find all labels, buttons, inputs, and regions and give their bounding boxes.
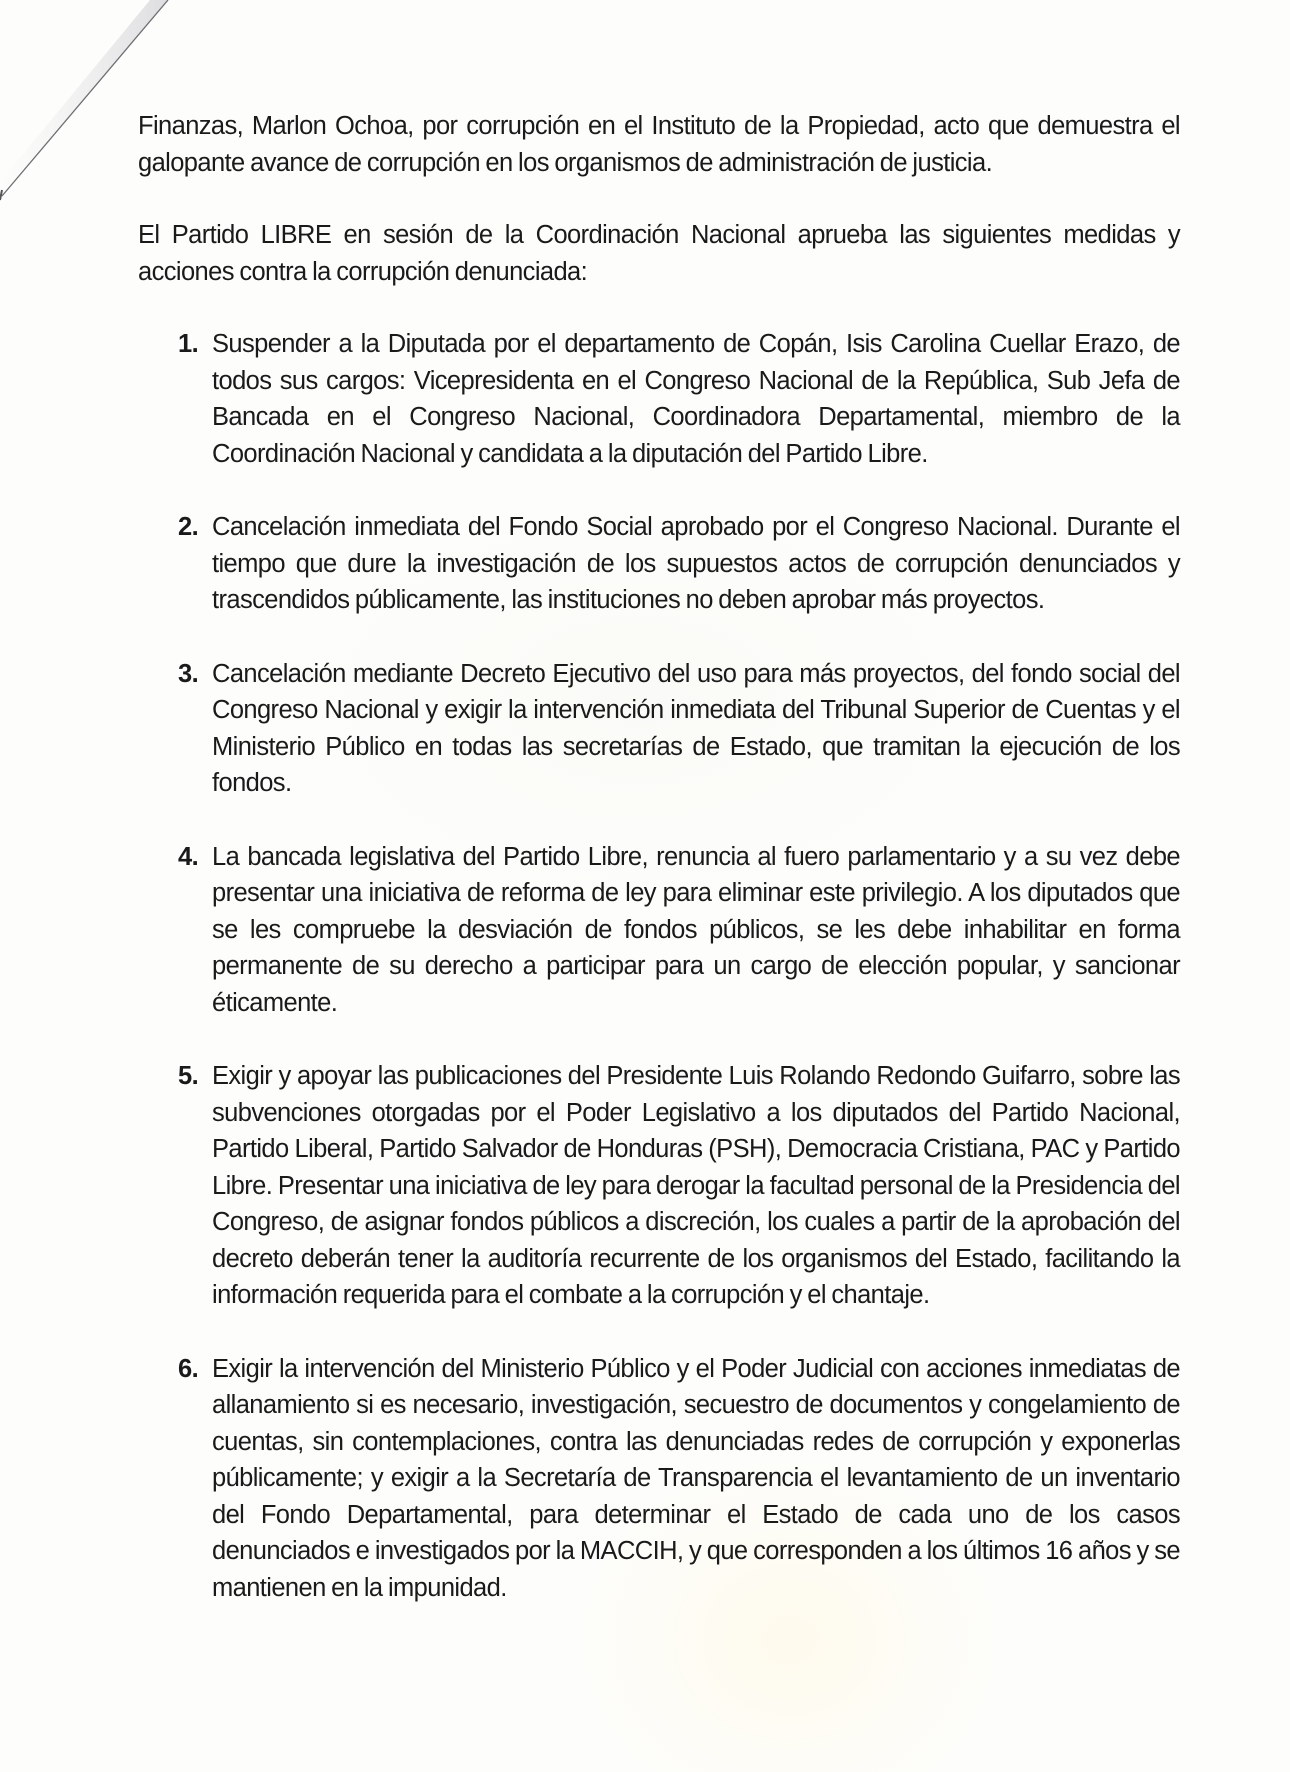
measure-number: 5. bbox=[178, 1062, 199, 1090]
measure-number: 4. bbox=[178, 842, 199, 871]
measure-item bbox=[138, 656, 1180, 802]
measure-item bbox=[138, 509, 1180, 619]
measure-text: Cancelación inmediata del Fondo Social aprobado por el Congreso Nacional. Durante el tiempo que dure la investigación de los supuestos actos de corrupción denunciados y trascendidos públicamente, las instituciones no deben aprobar más proyectos. bbox=[212, 513, 1180, 614]
measure-text: Cancelación mediante Decreto Ejecutivo del uso para más proyectos, del fondo social del Congreso Nacional y exigir la intervención inmediata del Tribunal Superior de Cuentas y el Ministerio Público en todas las secretarías de Estado, que tramitan la ejecución de los fondos. bbox=[212, 659, 1180, 797]
measure-number: 3. bbox=[178, 659, 199, 688]
measure-number: 1. bbox=[178, 330, 199, 358]
measure-number: 6. bbox=[178, 1354, 199, 1383]
measure-item bbox=[138, 1351, 1180, 1607]
measures-list bbox=[138, 326, 1180, 1606]
measure-item bbox=[138, 1058, 1180, 1314]
measure-item bbox=[138, 839, 1180, 1022]
paragraph-intro: El Partido LIBRE en sesión de la Coordinación Nacional aprueba las siguientes medidas y acciones contra la corrupción denunciada: bbox=[138, 221, 1180, 286]
measure-text: Suspender a la Diputada por el departamento de Copán, Isis Carolina Cuellar Erazo, de todos sus cargos: Vicepresidenta en el Congreso Nacional de la República, Sub Jefa de Bancada en el Congreso Nacional, Coordinadora Departamental, miembro de la Coordinación Nacional y candidata a la diputación del Partido Libre. bbox=[212, 330, 1180, 468]
measure-text: Exigir y apoyar las publicaciones del Presidente Luis Rolando Redondo Guifarro, sobre las subvenciones otorgadas por el Poder Legislativo a los diputados del Partido Nacional, Partido Liberal, Partido Salvador de Honduras (PSH), Democracia Cristiana, PAC y Partido Libre. Presentar una iniciativa de ley para derogar la facultad personal de la Presidencia del Congreso, de asignar fondos públicos a discreción, los cuales a partir de la aprobación del decreto deberán tener la auditoría recurrente de los organismos del Estado, facilitando la información requerida para el combate a la corrupción y el chantaje. bbox=[212, 1062, 1180, 1309]
measure-item bbox=[138, 326, 1180, 472]
paragraph-context: Finanzas, Marlon Ochoa, por corrupción en el Instituto de la Propiedad, acto que demuestra el galopante avance de corrupción en los organismos de administración de justicia. bbox=[138, 112, 1180, 177]
measure-text: Exigir la intervención del Ministerio Público y el Poder Judicial con acciones inmediatas de allanamiento si es necesario, investigación, secuestro de documentos y congelamiento de cuentas, sin contemplaciones, contra las denunciadas redes de corrupción y exponerlas públicamente; y exigir a la Secretaría de Transparencia el levantamiento de un inventario del Fondo Departamental, para determinar el Estado de cada uno de los casos denunciados e investigados por la MACCIH, y que corresponden a los últimos 16 años y se mantienen en la impunidad. bbox=[212, 1354, 1180, 1602]
document-body bbox=[138, 108, 1180, 1643]
measure-text: La bancada legislativa del Partido Libre, renuncia al fuero parlamentario y a su vez debe presentar una iniciativa de reforma de ley para eliminar este privilegio. A los diputados que se les compruebe la desviación de fondos públicos, se les debe inhabilitar en forma permanente de su derecho a participar para un cargo de elección popular, y sancionar éticamente. bbox=[212, 842, 1180, 1017]
measure-number: 2. bbox=[178, 513, 199, 541]
